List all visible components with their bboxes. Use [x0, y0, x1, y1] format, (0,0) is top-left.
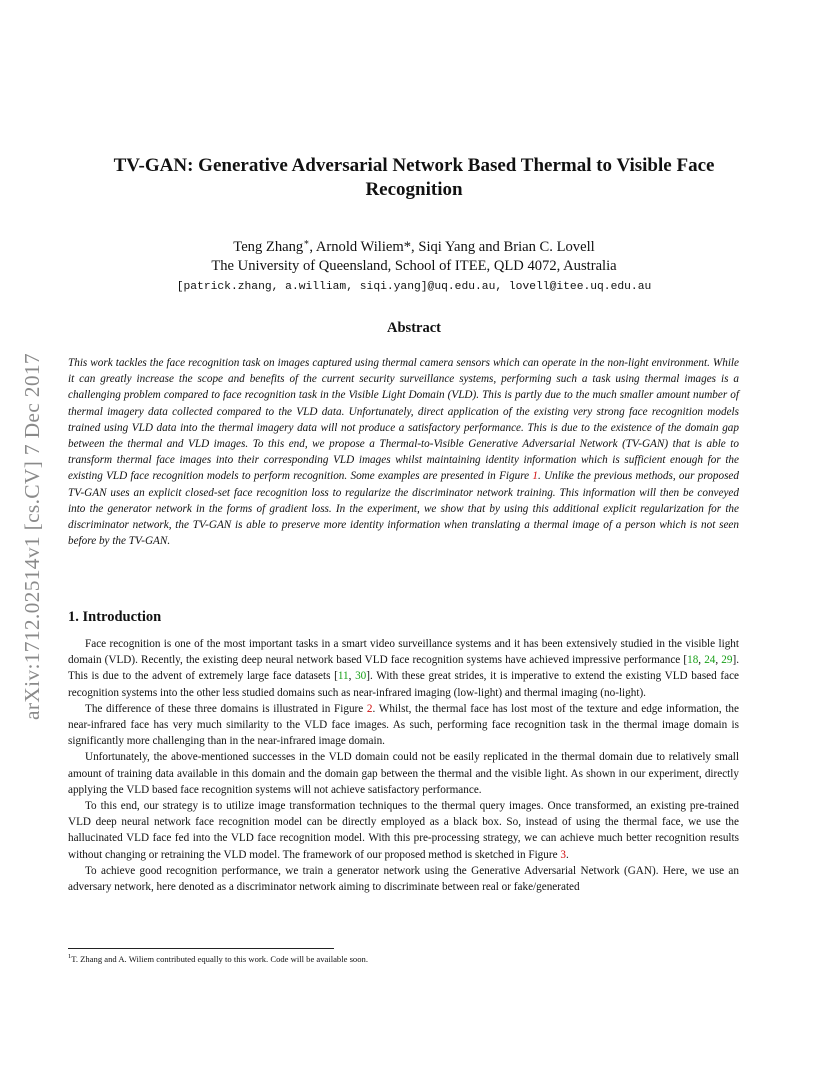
title-line-2: Recognition	[365, 179, 463, 200]
citation-separator: ,	[348, 670, 356, 683]
footnote-mark: 1	[68, 953, 72, 960]
arxiv-side-stamp: arXiv:1712.02514v1 [cs.CV] 7 Dec 2017	[20, 353, 44, 720]
footnote-rule	[68, 948, 334, 949]
author-block	[70, 233, 758, 298]
author-1-mark: ∗	[303, 237, 310, 247]
paper-title	[70, 154, 758, 202]
footnote-text: T. Zhang and A. Wiliem contributed equally to this work. Code will be available soon.	[71, 953, 368, 964]
title-line-1: TV-GAN: Generative Adversarial Network Based Thermal to Visible Face	[113, 155, 715, 176]
author-separator: ,	[309, 238, 316, 255]
intro-p2-text-a: The difference of these three domains is illustrated in Figure	[85, 702, 367, 715]
citation-separator: ,	[698, 654, 705, 667]
citation-29[interactable]: 29	[721, 654, 733, 667]
abstract-part-2: . Unlike the previous methods, our proposed TV-GAN uses an explicit closed-set face recognition loss to regularize the discriminator network training. This information will then be conveyed into the generator network in the forms of gradient loss. In the experiment, we show that by using this additional explicit regularization for the discriminator network, the TV-GAN is able to preserve more identity information when translating a thermal image of a person which is not seen before by the TV-GAN.	[68, 470, 739, 548]
intro-paragraph-5: To achieve good recognition performance, we train a generator network using the Generative Adversarial Network (GAN). Here, we use an adversary network, here denoted as a discriminator network aiming to discriminate between real or fake/generated	[68, 864, 739, 894]
intro-p2-text-b: . Whilst, the thermal face has lost most of the texture and edge information, the near-infrared face has very much similarity to the VLD face images. As such, performing face recognition task in the thermal image domain is significantly more challenging than in the near-infrared image domain.	[68, 702, 739, 748]
other-authors: Arnold Wiliem*, Siqi Yang and Brian C. Lovell	[315, 238, 595, 255]
intro-paragraph-2	[68, 701, 739, 750]
intro-p4-text-a: To this end, our strategy is to utilize image transformation techniques to the thermal query images. Once transformed, an existing pre-trained VLD deep neural network face recognition model can be directly employed as a black box. So, instead of using the thermal face, we use the hallucinated VLD face fed into the VLD face recognition model. With this pre-processing strategy, we can achieve much better recognition results without changing or retraining the VLD model. The framework of our proposed method is sketched in Figure	[68, 800, 739, 861]
author-names	[70, 233, 758, 257]
abstract-text	[68, 355, 739, 549]
abstract-part-1: This work tackles the face recognition task on images captured using thermal camera sensors which can operate in the non-light environment. While it can greatly increase the scope and benefits of the current security surveillance systems, performing such a task using thermal images is a challenging problem compared to face recognition task in the Visible Light Domain (VLD). This is partly due to the much smaller amount number of thermal imagery data collected compared to the VLD data. Unfortunately, direct application of the existing very strong face recognition models trained using VLD data into the thermal imagery data will not produce a satisfactory performance. This is due to the existence of the domain gap between the thermal and VLD images. To this end, we propose a Thermal-to-Visible Generative Adversarial Network (TV-GAN) that is able to transform thermal face images into their corresponding VLD images whilst maintaining identity information which is sufficient enough for the existing VLD face recognition models to perform recognition. Some examples are presented in Figure	[68, 357, 739, 483]
figure-1-link[interactable]: 1	[532, 470, 538, 483]
figure-3-link[interactable]: 3	[560, 848, 566, 861]
introduction-body	[68, 636, 739, 895]
intro-p1-text-b: ]. This is due to the advent of extremely large face datasets [	[68, 654, 740, 683]
citation-24[interactable]: 24	[704, 654, 716, 667]
intro-p1-text-c: ]. With these great strides, it is imperative to extend the existing VLD based face recognition systems into the other less studied domains such as near-infrared imaging (low-light) and thermal imaging (no-light).	[68, 670, 740, 699]
intro-p1-text-a: Face recognition is one of the most important tasks in a smart video surveillance systems and it has been extensively studied in the visible light domain (VLD). Recently, the existing deep neural network based VLD face recognition systems have achieved impressive performance [	[68, 638, 739, 667]
introduction-heading: 1. Introduction	[68, 609, 162, 625]
intro-p4-text-b: .	[565, 848, 569, 861]
intro-paragraph-3: Unfortunately, the above-mentioned successes in the VLD domain could not be easily replicated in the thermal domain due to relatively small amount of training data available in this domain and the domain gap between the thermal and the visible light. As shown in our experiment, directly applying the VLD based face recognition systems will not achieve satisfactory performance.	[68, 751, 739, 796]
figure-2-link[interactable]: 2	[366, 702, 373, 715]
citation-11[interactable]: 11	[337, 670, 349, 683]
footnote	[68, 951, 368, 965]
author-1: Teng Zhang	[233, 238, 304, 255]
citation-separator: ,	[715, 654, 722, 667]
intro-paragraph-1	[68, 636, 739, 701]
abstract-heading: Abstract	[387, 320, 441, 336]
intro-paragraph-4	[68, 798, 739, 863]
author-emails: [patrick.zhang, a.william, siqi.yang]@uq.edu.au, lovell@itee.uq.edu.au	[176, 280, 652, 293]
citation-30[interactable]: 30	[355, 670, 367, 683]
citation-18[interactable]: 18	[687, 654, 699, 667]
affiliation: The University of Queensland, School of ITEE, QLD 4072, Australia	[211, 257, 617, 274]
